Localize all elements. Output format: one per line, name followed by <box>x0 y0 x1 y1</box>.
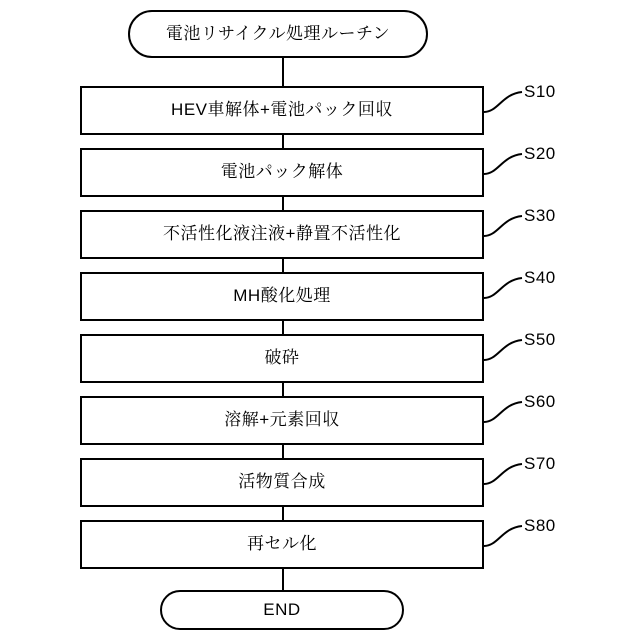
step-id-s70: S70 <box>524 454 556 473</box>
process-label-s10: HEV車解体+電池パック回収 <box>171 100 393 120</box>
flow-end-label: END <box>263 599 301 619</box>
process-label-s80: 再セル化 <box>247 534 317 554</box>
step-id-s60: S60 <box>524 392 556 411</box>
flow-start-node <box>128 10 428 58</box>
leader-line-s70 <box>484 452 524 496</box>
step-id-s30: S30 <box>524 206 556 225</box>
flow-start-label: 電池リサイクル処理ルーチン <box>165 23 391 43</box>
process-node-s70 <box>80 458 484 507</box>
leader-line-s30 <box>484 204 524 248</box>
process-label-s50: 破砕 <box>264 348 300 368</box>
leader-line-s60 <box>484 390 524 434</box>
step-id-s20: S20 <box>524 144 556 163</box>
process-node-s10 <box>80 86 484 135</box>
process-node-s50 <box>80 334 484 383</box>
connector-s80-end <box>282 568 284 590</box>
leader-line-s10 <box>484 80 524 124</box>
leader-line-s80 <box>484 514 524 558</box>
leader-line-s40 <box>484 266 524 310</box>
process-node-s80 <box>80 520 484 569</box>
leader-line-s20 <box>484 142 524 186</box>
process-node-s30 <box>80 210 484 259</box>
process-node-s60 <box>80 396 484 445</box>
step-id-s80: S80 <box>524 516 556 535</box>
process-node-s40 <box>80 272 484 321</box>
process-label-s20: 電池パック解体 <box>220 162 344 182</box>
step-id-s10: S10 <box>524 82 556 101</box>
leader-line-s50 <box>484 328 524 372</box>
process-node-s20 <box>80 148 484 197</box>
process-label-s40: MH酸化処理 <box>233 286 331 306</box>
step-id-s40: S40 <box>524 268 556 287</box>
process-label-s70: 活物質合成 <box>238 472 326 492</box>
flow-end-node <box>160 590 404 630</box>
step-id-s50: S50 <box>524 330 556 349</box>
process-label-s60: 溶解+元素回収 <box>224 410 340 430</box>
connector-start-s10 <box>282 58 284 86</box>
process-label-s30: 不活性化液注液+静置不活性化 <box>163 224 401 244</box>
